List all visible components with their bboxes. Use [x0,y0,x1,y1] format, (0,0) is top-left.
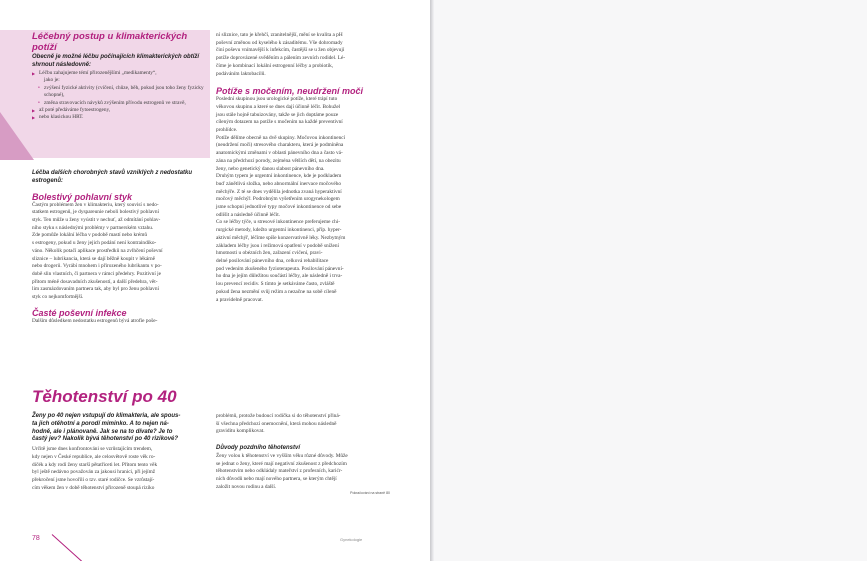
text-line: pokud žena nezmění svůj režim a nezačne na sobě cíleně [216,288,337,295]
text-line: cím věkem žen v době těhotenství přirozeně stoupá riziko [32,484,155,491]
text-line: nebo drogerii. Vyrábí mnohem i přirozeného lubrikantu v po- [32,263,162,270]
section2-column-2 [216,413,390,495]
info-box-corner [0,112,34,160]
treatment-box [32,32,208,122]
text-line: činí poševu vnímavější k infekcím, častější se u žen objevují [216,47,345,54]
text-line: poševní změnou od kyselého k zásaditému. Vše dohromady [216,39,343,46]
text-line: podáváním laktobacilů. [216,70,266,77]
text-line: ní sliznice, tato je křehčí, zranitelnější, mění se kvalita a pH [216,32,343,38]
text-line: anatomickými změnami v oblasti pánevního dna a často vá- [216,150,343,157]
paragraph-posevni-infekce: Dalším důsledkem nedostatku estrogenů bývá atrofie poše- [32,317,158,324]
text-line: měchýře. Z té se dnes vydělila jednotka zvaná hyperaktivní [216,188,342,195]
text-line: překročení jsme hovořili o tzv. staré rodičce. Se vzrůstají- [32,477,155,483]
text-line: základem léčby jsou i režimová opatření v podobě snížení [216,242,339,249]
paragraph-bolestivy-styk [32,202,208,302]
footer-decoration [52,534,82,561]
text-line: Co se léčby týče, u stresové inkontinence preferujeme chi- [216,219,340,226]
text-line: statkem estrogenů, je dyspareunie neboli bolestivý pohlavní [32,209,159,216]
paragraph-moceni [216,96,390,304]
text-line: potíže doprovázené svěděním a pálením zevních rodidel. Lé- [216,55,346,62]
text-line: rurgické metody, kdežto urgentní inkontinenci, příp. hyper- [216,227,342,234]
text-line: odlišit a následně účinně léčit. [216,211,280,218]
text-line: Poslední skupinou jsou urologické potíže, které trápí tuto [216,96,338,103]
text-line: kdy nejen v České republice, ale celosvětově roste věk ro- [32,453,156,460]
section2-column-1 [32,413,208,492]
right-page-blank [434,0,867,561]
text-line: Potíže dělíme obecně na dvě skupiny. Močovou inkontinencí [216,134,346,141]
lead-line: ta jich otěhotní a porodí miminko. A to nejen ná- [32,420,169,427]
text-line: ního styku s následnými problémy v partnerském vztahu. [32,224,154,231]
treatment-subbullet-2: • změna stravovacích návyků zvýšením přívodu estrogenů ve stravě, [32,100,208,107]
text-line: styk co nejkomfortnější. [32,294,84,301]
text-line: Určitě jsme dnes konfrontováni se vzrůstajícím trendem, [32,446,153,453]
text-line: ší všechna předchozí onemocnění, která mohou následně [216,420,337,427]
text-line: číme je kombinací lokální estrogenní léčby a probiotik, [216,62,334,69]
text-line: se jednat o ženy, které mají negativní zkušenost z předchozím [216,460,347,467]
text-line: aktivní měchýř, léčíme spíše konzervativně léky. Nezbytným [216,234,346,241]
text-line: Častým problémem žen v klimakteriu, který souvisí s nedo- [32,201,159,208]
text-line: době slin vlastních, či partnera v rámci předehry. Pozitivní je [32,270,161,277]
text-line: váno. Několik potačí aplikace prostředků na zvlhčení poševní [32,247,163,254]
lead-line: hodně, ale i plánovaně. Jak se na to dívate? Je to [32,428,173,435]
text-line: jsou stále hojně tabuizovány, takže se jich doptáme pouze [216,111,339,118]
column-2 [216,32,390,304]
text-line: (neudržení moči) stresového charakteru, která je podmíněna [216,142,344,149]
lead-question [32,413,208,444]
treatment-bullet-1: ▶ Léčbu zahajujeme témí přirozenějšími „medikamenty“, [32,70,208,77]
heading-posevni-infekce: Časté poševní infekce [32,307,127,318]
text-line: přitom méně dosavadních zkušeností, a další předehra, vět- [32,278,158,285]
text-line: věkovou skupinu a které se dnes dají účinně léčit. Bohužel [216,103,341,110]
heading-bolestivy-styk: Bolestivý pohlavní styk [32,191,133,202]
text-line: lou prevencí recidiv. S tímto je setkáváme často, zvláště [216,281,335,288]
treatment-subbullet-1: • zvýšení fyzické aktivity (cvičení, chůze, běh, pokud jsou toho ženy fyzicky schopné), [32,85,208,100]
section-title-tehotenstvi: Těhotenství po 40 [32,387,177,406]
text-line: s estrogeny, pokud u ženy jejich podání není kontraindiko- [32,240,157,247]
lead-line: častý jev? Nakolik bývá těhotenství po 40 rizikové? [32,436,179,443]
lead-line: Ženy po 40 nejen vstupují do klimakteria, ale spous- [32,413,181,419]
heading-duvody: Důvody pozdního těhotenství [216,445,300,452]
page-number: 78 [32,535,40,542]
paragraph-rizika [216,413,390,436]
text-line: Zde pomůže lokální léčba v podobě mastí nebo krémů [32,232,148,239]
text-line: hmotnosti u obézních žen, zařazení cvičení, pravi- [216,250,323,257]
text-line: byl ještě nedávno považován za jakousi hranici, při jejímž [32,469,156,476]
text-line: a pravidelně pracovat. [216,296,263,303]
text-line: ních důvodů nebo mají nového partnera, se kterým chtějí [216,476,337,483]
text-line: jsme schopni jednotlivé typy močové inkontinence od sebe [216,204,342,211]
paragraph-tehotenstvi [32,446,208,492]
text-line: graviditu komplikovat. [216,428,265,435]
text-line: ženy, nebo genetický danou slabost pánevního dna. [216,165,325,172]
text-line: lim zasmázdovaním partnera tak, aby byl pro ženu pohlavní [32,286,159,293]
text-line: těhotenstvím nebo odkládaly mateřství z profesních, karićr- [216,468,343,475]
text-line: buď zánětlivá složka, nebo abnormální inervace močového [216,180,342,187]
treatment-box-subtitle: Obecně je možné léčbu počínajících klimakterických obtíží shrnout následovně: [32,54,200,68]
text-line: styk. Ten může u ženy vyústit v nechuť, až odmítání pohlav- [32,217,161,223]
text-line: delné posilování pánevního dna, celková rehabilitace [216,257,329,264]
text-line: prohlídce. [216,127,238,134]
text-line: založit novou rodinu a další. [216,483,277,490]
text-line: cíleným dotazem na potíže s močením na každé preventivní [216,119,343,126]
treatment-bullet-1-cont: jako je: [44,77,60,83]
continuation-note: Pokračování na straně 80 [350,491,390,496]
column-1 [32,170,208,325]
treatment-bullet-2: ▶ až poté předáváme fytoestrogeny, [32,107,208,114]
text-line: zána na předchozí porody, zejména větších dětí, na obezitu [216,157,341,164]
intro-text: Léčba dalších chorobných stavů vzniklých z nedostatku estrogenů: [32,170,193,184]
text-line: Druhým typem je urgentní inkontinence, kde je podkladem [216,173,342,180]
treatment-box-title: Léčebný postup u klimakterických potíží [32,31,188,53]
treatment-bullet-3: ▶ nebo klasickou HRT. [32,114,208,121]
text-line: ho dna je jejím důležitou součástí léčby, ale následně i trva- [216,273,343,280]
text-line: Ženy volou k těhotenství ve vyšším věku různé důvody. Může [216,452,348,459]
text-line: sliznice – lubrikancia, která se dají běžně koupit v lékárně [32,255,155,262]
left-page [0,0,430,561]
heading-moceni: Potíže s močením, neudržení moči [216,86,364,97]
running-footer: Gynekologie [340,537,363,542]
paragraph-infekce-cont [216,32,390,78]
text-line: močový měchýř. Podrobným vyšetřením urogynekologem [216,196,340,203]
text-line: problémů, protože budoucí rodička si do těhotenství přiná- [216,413,341,419]
text-line: dičék a kdy rodí ženy starší pětatřiceti let. Přitom tento věk [32,461,158,468]
paragraph-duvody [216,453,390,492]
text-line: pod vedením zkušeného fyzioterapeuta. Posilování pánevní- [216,265,344,272]
